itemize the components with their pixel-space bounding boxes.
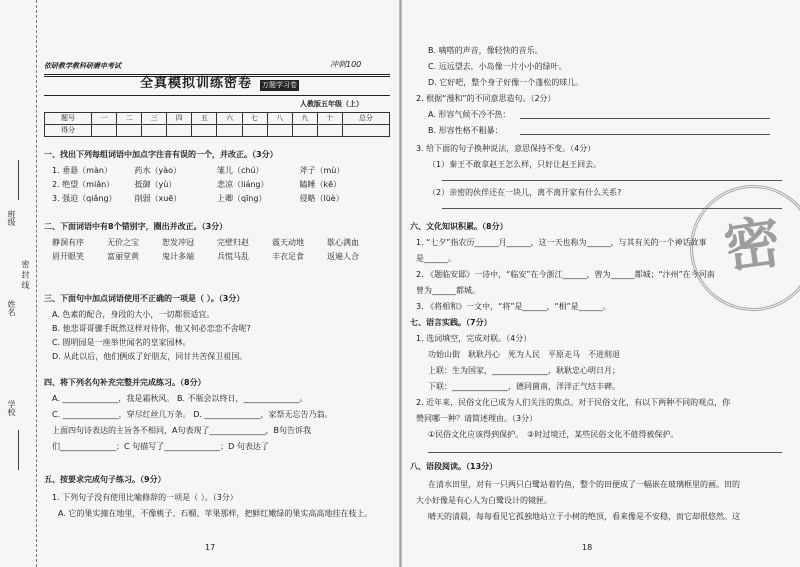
word-item: 削弱（xuē） <box>134 194 182 203</box>
page-number: 18 <box>582 543 593 552</box>
section-3-title: 三、下面句中加点词语使用不正确的一项是（ ）。（3分） <box>44 294 245 303</box>
section-1-body <box>52 166 382 204</box>
couplet-down[interactable]: 下联：______________，德同菌南，洋洋正气结丰碑。 <box>428 382 620 391</box>
word-item: 悲凉（liáng） <box>217 180 269 189</box>
section-7-q2b: 赞同哪一种？请简述理由。（3分） <box>416 414 538 423</box>
word-item[interactable]: 歇心满血 <box>327 238 359 247</box>
section-5-q1-option-a[interactable]: A. 它的果实撞在地里，不像桃子、石榴、苹果那样，把鲜红嫩绿的果实高高地挂在枝上。 <box>58 509 373 518</box>
score-cell: 十 <box>317 113 342 125</box>
word-item: 侵略（lüè） <box>299 194 344 203</box>
score-cell[interactable] <box>317 125 342 137</box>
section-1-title: 一、找出下列每组词语中加点字注音有误的一个，并改正。（3分） <box>44 150 278 159</box>
section-5-q1: 1. 下列句子没有使用比喻修辞的一项是（ ）。（3分） <box>52 493 238 502</box>
word-item: 抵御（yù） <box>134 180 177 189</box>
word-item: 药水（yào） <box>134 166 182 175</box>
seal-stamp: 密 <box>682 177 800 319</box>
edition-label: 人教版五年级（上） <box>300 100 363 108</box>
margin-line <box>18 160 19 200</box>
score-cell: 题号 <box>45 113 92 125</box>
option-a[interactable]: A. 色素的配合，身段的大小，一切都很适宜。 <box>52 310 215 319</box>
section-6-title: 六、文化知识积累。（8分） <box>410 222 508 231</box>
score-cell[interactable] <box>242 125 267 137</box>
option-b[interactable]: B. 他悲哥哥骤手既然这样对待你，他又何必恋恋不舍呢? <box>52 324 251 333</box>
section-6-q2b[interactable]: 曾为______都城。 <box>416 286 480 295</box>
score-cell: 二 <box>117 113 142 125</box>
word-item[interactable]: 返遍人合 <box>327 252 359 261</box>
section-6-q1[interactable]: 1. “七夕”指农历______月______，这一天也称为______，与其有关的一个神话故事 <box>416 238 707 247</box>
score-cell: 四 <box>167 113 192 125</box>
question-2: 2. 根据“漫和”的不同意思造句。（2分） <box>416 94 556 103</box>
header-right: 冲刺100 <box>330 60 362 69</box>
score-value-row <box>45 125 390 137</box>
word-item: 1. 垂悬（màn） <box>52 166 112 175</box>
score-cell[interactable] <box>117 125 142 137</box>
fill-line[interactable]: C. ______________，穿尽红丝几万条。 D. ______________，家祭无忘告乃翁。 <box>52 410 333 419</box>
passage-line: 晴天的清晨，每每看见它孤独地站立于小树的绝顶，看来像是不安稳，而它却很悠然。这 <box>428 512 740 521</box>
answer-line[interactable] <box>428 452 782 453</box>
word-item: 3. 强迫（qiǎng） <box>52 194 117 203</box>
section-7-title: 七、语言实践。（7分） <box>410 318 492 327</box>
score-cell: 五 <box>192 113 217 125</box>
section-2-body <box>52 238 382 262</box>
question-2-b: B. 形容性格不粗暴： <box>428 126 503 135</box>
section-7-q2: 2. 近年来，民俗文化已成为人们关注的焦点。对于民俗文化，有以下两种不同的观点，你 <box>416 398 731 407</box>
score-cell[interactable] <box>267 125 292 137</box>
section-4-title: 四、将下列名句补充完整并完成练习。（8分） <box>44 378 206 387</box>
question-3-2: （2）亲密的伙伴还在一块儿，离不离开家有什么关系? <box>428 188 622 197</box>
page-title: 全真模拟训练密卷 <box>140 76 253 91</box>
word-item: 雏儿（chú） <box>217 166 264 175</box>
score-cell[interactable] <box>167 125 192 137</box>
score-cell: 三 <box>142 113 167 125</box>
word-item[interactable]: 兵慌马乱 <box>217 252 249 261</box>
list-item <box>52 252 382 262</box>
word-item: 瞌睡（kē） <box>299 180 342 189</box>
word-item: 2. 绝望（miǎn） <box>52 180 115 189</box>
margin-seal-label: 密 封 线 <box>21 260 30 290</box>
section-8-title: 八、语段阅读。（13分） <box>410 462 498 471</box>
page-number: 17 <box>205 543 216 552</box>
list-item <box>52 238 382 248</box>
passage-line: 大小好像是有心人为白鹭设计的镜匣。 <box>416 496 552 505</box>
word-item[interactable]: 丰衣足食 <box>272 252 304 261</box>
question-3: 3. 给下面的句子换种说法，意思保持不变。（4分） <box>416 144 596 153</box>
word-item[interactable]: 恕发冲冠 <box>162 238 194 247</box>
section-7-q1: 1. 选词填空，完成对联。（4分） <box>416 334 532 343</box>
score-cell: 得分 <box>45 125 92 137</box>
score-cell: 六 <box>217 113 242 125</box>
score-cell[interactable] <box>192 125 217 137</box>
fill-line[interactable]: 上面四句诗表达的主旨各不相同，A句表现了______________，B句告诉我 <box>52 426 311 435</box>
couplet-up[interactable]: 上联：生为国家，______________，耿耿忠心明日月； <box>428 366 620 375</box>
question-2-a: A. 形容气候不冷不热： <box>428 110 511 119</box>
section-4-body <box>52 394 388 452</box>
score-cell: 总分 <box>342 113 389 125</box>
score-cell: 九 <box>292 113 317 125</box>
score-cell[interactable] <box>292 125 317 137</box>
word-item[interactable]: 无价之宝 <box>107 238 139 247</box>
score-table <box>44 112 390 137</box>
score-cell[interactable] <box>342 125 389 137</box>
score-cell: 八 <box>267 113 292 125</box>
margin-label-school: 学校 <box>7 400 16 416</box>
answer-line[interactable] <box>442 180 782 181</box>
word-item: 上卿（qīng） <box>217 194 267 203</box>
score-cell: 七 <box>242 113 267 125</box>
section-6-q3[interactable]: 3. 《将相和》一文中，“将”是______，“相”是______。 <box>416 302 611 311</box>
word-item: 斧子（mù） <box>299 166 345 175</box>
fill-line[interactable]: 们______________；C 句描写了______________；D 句表达了 <box>52 442 269 451</box>
score-cell[interactable] <box>92 125 117 137</box>
word-item[interactable]: 富丽堂黄 <box>107 252 139 261</box>
word-item[interactable]: 眉开眼笑 <box>52 252 84 261</box>
question-3-1: （1）秦王不敢拿赵王怎么样，只好让赵王回去。 <box>428 160 602 169</box>
title-tag: 万题学习卷 <box>262 81 297 89</box>
score-cell: 一 <box>92 113 117 125</box>
option-b[interactable]: B. 嘀嗒的声音，像轻快的音乐。 <box>428 46 543 55</box>
margin-label-name: 姓名 <box>7 300 16 316</box>
list-item <box>52 166 382 176</box>
binding-margin <box>0 0 37 567</box>
option-d[interactable]: D. 它好吧，整个身子好像一个蓬松的球儿。 <box>428 78 584 87</box>
section-3-options <box>52 310 388 362</box>
section-2-title: 二、下面词语中有8个错别字，圈出并改正。（3分） <box>44 222 228 231</box>
word-item[interactable]: 完壁归赵 <box>217 238 249 247</box>
margin-line <box>18 430 19 470</box>
option-d[interactable]: D. 从此以后，他们俩成了好朋友，同甘共苦保卫祖国。 <box>52 352 248 361</box>
section-6-q2[interactable]: 2. 《题临安邸》一诗中，“临安”在今浙江______，曾为______都城；“汴州”在今河南 <box>416 270 715 279</box>
header-small: 依研教学教科研磨申考试 <box>44 62 121 70</box>
word-bank: 功始山街 耿耿丹心 死为人民 平原走马 不进则退 <box>428 350 620 359</box>
list-item <box>52 180 382 190</box>
answer-line[interactable] <box>520 118 770 119</box>
score-header-row <box>45 113 390 125</box>
answer-line[interactable] <box>520 134 770 135</box>
score-cell[interactable] <box>142 125 167 137</box>
word-item[interactable]: 静洞有序 <box>52 238 84 247</box>
section-6-q1b[interactable]: 是______。 <box>416 254 456 263</box>
section-7-q2c: ①民俗文化应该得到保护。 ②时过境迁，某些民俗文化不值得被保护。 <box>428 430 679 439</box>
section-5-title: 五、按要求完成句子练习。（9分） <box>44 475 166 484</box>
fill-line[interactable]: A. ______________，我是霜秋风。 B. 不瓶会以终日，______________。 <box>52 394 308 403</box>
option-c[interactable]: C. 圆明园是一座举世闻名的皇家园林。 <box>52 338 191 347</box>
margin-label-class: 班级 <box>7 210 16 226</box>
passage-line: 在清水田里，对有一只两只白鹭站着钓鱼，整个的田便成了一幅嵌在玻璃框里的画。田的 <box>428 480 740 489</box>
word-item[interactable]: 震天动地 <box>272 238 304 247</box>
score-cell[interactable] <box>217 125 242 137</box>
option-c[interactable]: C. 远远望去，小岛像一片小小的绿叶。 <box>428 62 567 71</box>
word-item[interactable]: 鬼计多端 <box>162 252 194 261</box>
list-item <box>52 194 382 204</box>
